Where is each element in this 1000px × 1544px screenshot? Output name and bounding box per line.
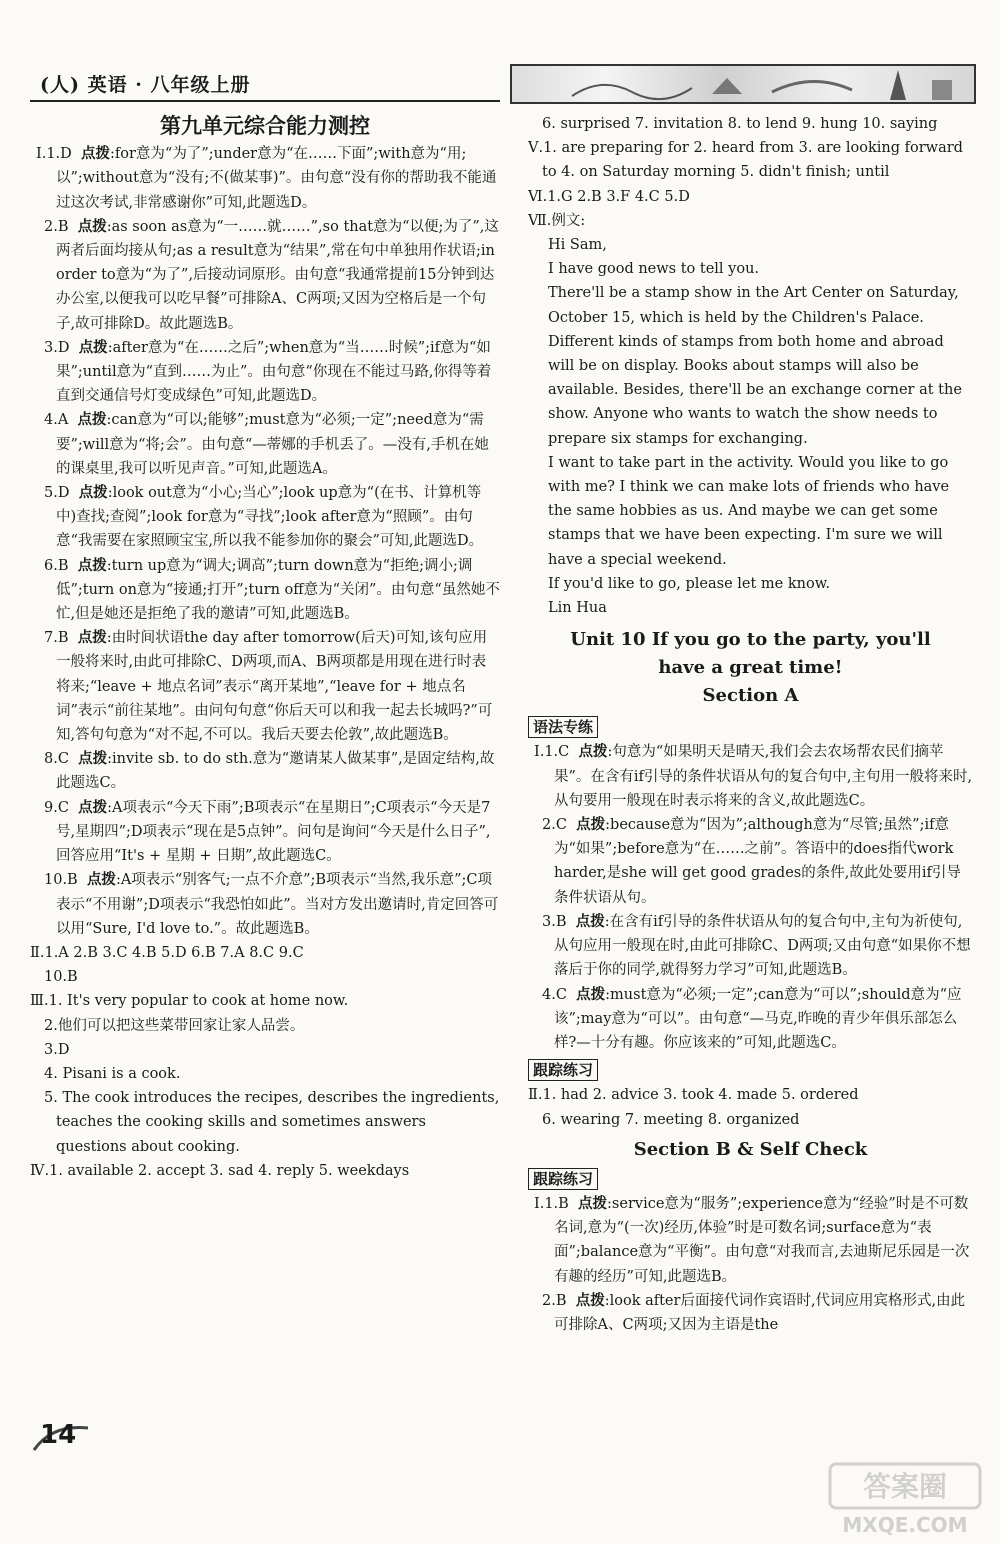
unit9-test-title: 第九单元综合能力测控 <box>160 114 370 138</box>
answer-item: 3.D 点拨:after意为“在……之后”;when意为“当……时候”;if意为“如果”;until意为“直到……为止”。由句意“你现在不能过马路,你得等着直到交通信号灯变成绿色”可知,此题选D。 <box>44 338 492 405</box>
header-banner-image <box>510 64 976 104</box>
answer-line: 6. wearing 7. meeting 8. organized <box>542 1111 800 1128</box>
tracking-practice-label: 跟踪练习 <box>528 1059 598 1081</box>
page-number: 14 <box>40 1420 77 1450</box>
section-a-heading: Section A <box>702 685 799 707</box>
book-title: (人) 英语 · 八年级上册 <box>40 74 251 96</box>
answer-line: Ⅴ.1. are preparing for 2. heard from 3. are looking forward <box>528 140 963 157</box>
grammar-answers <box>528 740 973 1055</box>
letter-paragraph: I want to take part in the activity. Would you like to go with me? I think we can make lots of friends who have the same hobbies as us. And maybe we can get some stamps that we have been expecting. I'm sure we will have a special weekend. <box>548 454 950 568</box>
answer-item: Ⅰ.1.C 点拨:句意为“如果明天是晴天,我们会去农场帮农民们摘苹果”。在含有if引导的条件状语从句的复合句中,主句用一般将来时,从句要用一般现在时表示将来的含义,故此题选C。 <box>534 743 973 809</box>
answer-line: 5. The cook introduces the recipes, describes the ingredients, teaches the cooking skills and sometimes answers questions about cooking. <box>44 1090 500 1155</box>
answer-item: 8.C 点拨:invite sb. to do sth.意为“邀请某人做某事”,是固定结构,故此题选C。 <box>44 750 495 792</box>
answer-line: Ⅱ.1. had 2. advice 3. took 4. made 5. ordered <box>528 1087 859 1104</box>
answer-line: Ⅱ.1.A 2.B 3.C 4.B 5.D 6.B 7.A 8.C 9.C <box>30 944 304 961</box>
left-column <box>30 112 500 1183</box>
tracking-answers-a <box>528 1083 973 1131</box>
tracking-practice-label: 跟踪练习 <box>528 1168 598 1190</box>
answer-item: Ⅰ.1.D 点拨:for意为“为了”;under意为“在……下面”;with意为“用;以”;without意为“没有;不(做某事)”。由句意“没有你的帮助我不能通过这次考试,非常感谢你”可知,此题选D。 <box>36 145 497 211</box>
unit10-title: Unit 10 If you go to the party, you'll have a great time! Section A <box>528 626 973 710</box>
answer-line: to 4. on Saturday morning 5. didn't finish; until <box>542 164 890 181</box>
answer-item: 4.C 点拨:must意为“必须;一定”;can意为“可以”;should意为“应该”;may意为“可以”。由句意“—马克,昨晚的青少年俱乐部怎么样?—十分有趣。你应该来的”可知,此题选C。 <box>542 985 962 1051</box>
answer-line: 4. Pisani is a cook. <box>44 1065 181 1082</box>
page-header <box>30 62 970 102</box>
svg-text:MXQE.COM: MXQE.COM <box>842 1513 968 1537</box>
answer-item: 3.B 点拨:在含有if引导的条件状语从句的复合句中,主句为祈使句,从句应用一般现在时,由此可排除C、D两项;又由句意“如果你不想落后于你的同学,就得努力学习”可知,此题选B。 <box>542 912 971 979</box>
answer-item: 2.B 点拨:as soon as意为“一……就……”,so that意为“以便;为了”,这两者后面均接从句;as a result意为“结果”,常在句中单独用作状语;in order to意为“为了”,后接动词原形。由句意“我通常提前15分钟到达办公室,以便我可以吃早餐”可排除A、C两项;又因为空格后是一个句子,故可排除D。故此题选B。 <box>44 217 499 332</box>
answer-line: 3.D <box>44 1041 70 1058</box>
section-1-answers <box>30 142 500 941</box>
answer-line: 10.B <box>44 969 78 986</box>
sample-essay-label: Ⅶ.例文: <box>528 212 586 229</box>
answer-line: Ⅲ.1. It's very popular to cook at home now. <box>30 993 349 1010</box>
watermark-logo <box>826 1460 986 1540</box>
answer-item: 6.B 点拨:turn up意为“调大;调高”;turn down意为“拒绝;调小;调低”;turn on意为“接通;打开”;turn off意为“关闭”。由句意“虽然她不忙,但是她还是拒绝了我的邀请”可知,此题选B。 <box>44 556 500 623</box>
answer-item: 4.A 点拨:can意为“可以;能够”;must意为“必须;一定”;need意为“需要”;will意为“将;会”。由句意“—蒂娜的手机丢了。—没有,手机在她的课桌里,我可以听见声音。”可知,此题选A。 <box>44 411 489 477</box>
letter-paragraph: There'll be a stamp show in the Art Center on Saturday, October 15, which is held by the Children's Palace. Different kinds of stamps from both home and abroad will be on display. Books about stamps will also be available. Besides, there'll be an exchange corner at the show. Anyone who wants to watch the show needs to prepare six stamps for exchanging. <box>548 285 962 447</box>
letter-signature: Lin Hua <box>548 600 607 617</box>
answer-item: 10.B 点拨:A项表示“别客气;一点不介意”;B项表示“当然,我乐意”;C项表示“不用谢”;D项表示“我恐怕如此”。当对方发出邀请时,肯定回答可以用“Sure, I'd love to.”。故此题选B。 <box>44 871 499 937</box>
letter-paragraph: If you'd like to go, please let me know. <box>548 575 831 592</box>
section-2-answers <box>30 941 500 989</box>
sample-letter <box>528 233 973 620</box>
answer-item: 2.C 点拨:because意为“因为”;although意为“尽管;虽然”;if意为“如果”;before意为“在……之前”。答语中的does指代work harder,是she will get good grades的条件,故此处要用if引导条件状语从句。 <box>542 816 961 906</box>
answer-item: 2.B 点拨:look after后面接代词作宾语时,代词应用宾格形式,由此可排除A、C两项;又因为主语是the <box>542 1291 966 1333</box>
tracking-answers-b <box>528 1192 973 1337</box>
header-rule <box>30 100 500 102</box>
letter-greeting: Hi Sam, <box>548 237 607 254</box>
right-column <box>528 112 973 1337</box>
answer-line: 6. surprised 7. invitation 8. to lend 9. hung 10. saying <box>542 116 938 132</box>
answer-item: 9.C 点拨:A项表示“今天下雨”;B项表示“在星期日”;C项表示“今天是7号,星期四”;D项表示“现在是5点钟”。问句是询问“今天是什么日子”,回答应用“It's + 星期 + 日期”,故此题选C。 <box>44 798 491 865</box>
section-b-heading: Section B & Self Check <box>633 1138 868 1160</box>
letter-paragraph: I have good news to tell you. <box>548 261 760 278</box>
answer-item: 5.D 点拨:look out意为“小心;当心”;look up意为“(在书、计算机等中)查找;查阅”;look for意为“寻找”;look after意为“照顾”。由句意“我需要在家照顾宝宝,所以我不能参加你的聚会”可知,此题选D。 <box>44 484 484 550</box>
answer-item: 7.B 点拨:由时间状语the day after tomorrow(后天)可知,该句应用一般将来时,由此可排除C、D两项,而A、B两项都是用现在进行时表将来;“leave + 地点名词”表示“离开某地”,“leave for + 地点名词”表示“前往某地”。由问句句意“你后天可以和我一起去长城吗?”可知,答句句意为“对不起,不可以。我后天要去伦敦”,故此题选B。 <box>44 629 493 744</box>
svg-text:答案圈: 答案圈 <box>862 1470 948 1503</box>
section-4-answers: Ⅳ.1. available 2. accept 3. sad 4. reply 5. weekdays <box>30 1162 410 1179</box>
answer-line: Ⅵ.1.G 2.B 3.F 4.C 5.D <box>528 188 690 205</box>
grammar-practice-label: 语法专练 <box>528 716 598 738</box>
answer-line: 2.他们可以把这些菜带回家让家人品尝。 <box>44 1017 305 1034</box>
section-3-answers <box>30 989 500 1158</box>
answer-item: Ⅰ.1.B 点拨:service意为“服务”;experience意为“经验”时是不可数名词,意为“(一次)经历,体验”时是可数名词;surface意为“表面”;balance意为“平衡”。由句意“对我而言,去迪斯尼乐园是一次有趣的经历”可知,此题选B。 <box>534 1194 970 1285</box>
